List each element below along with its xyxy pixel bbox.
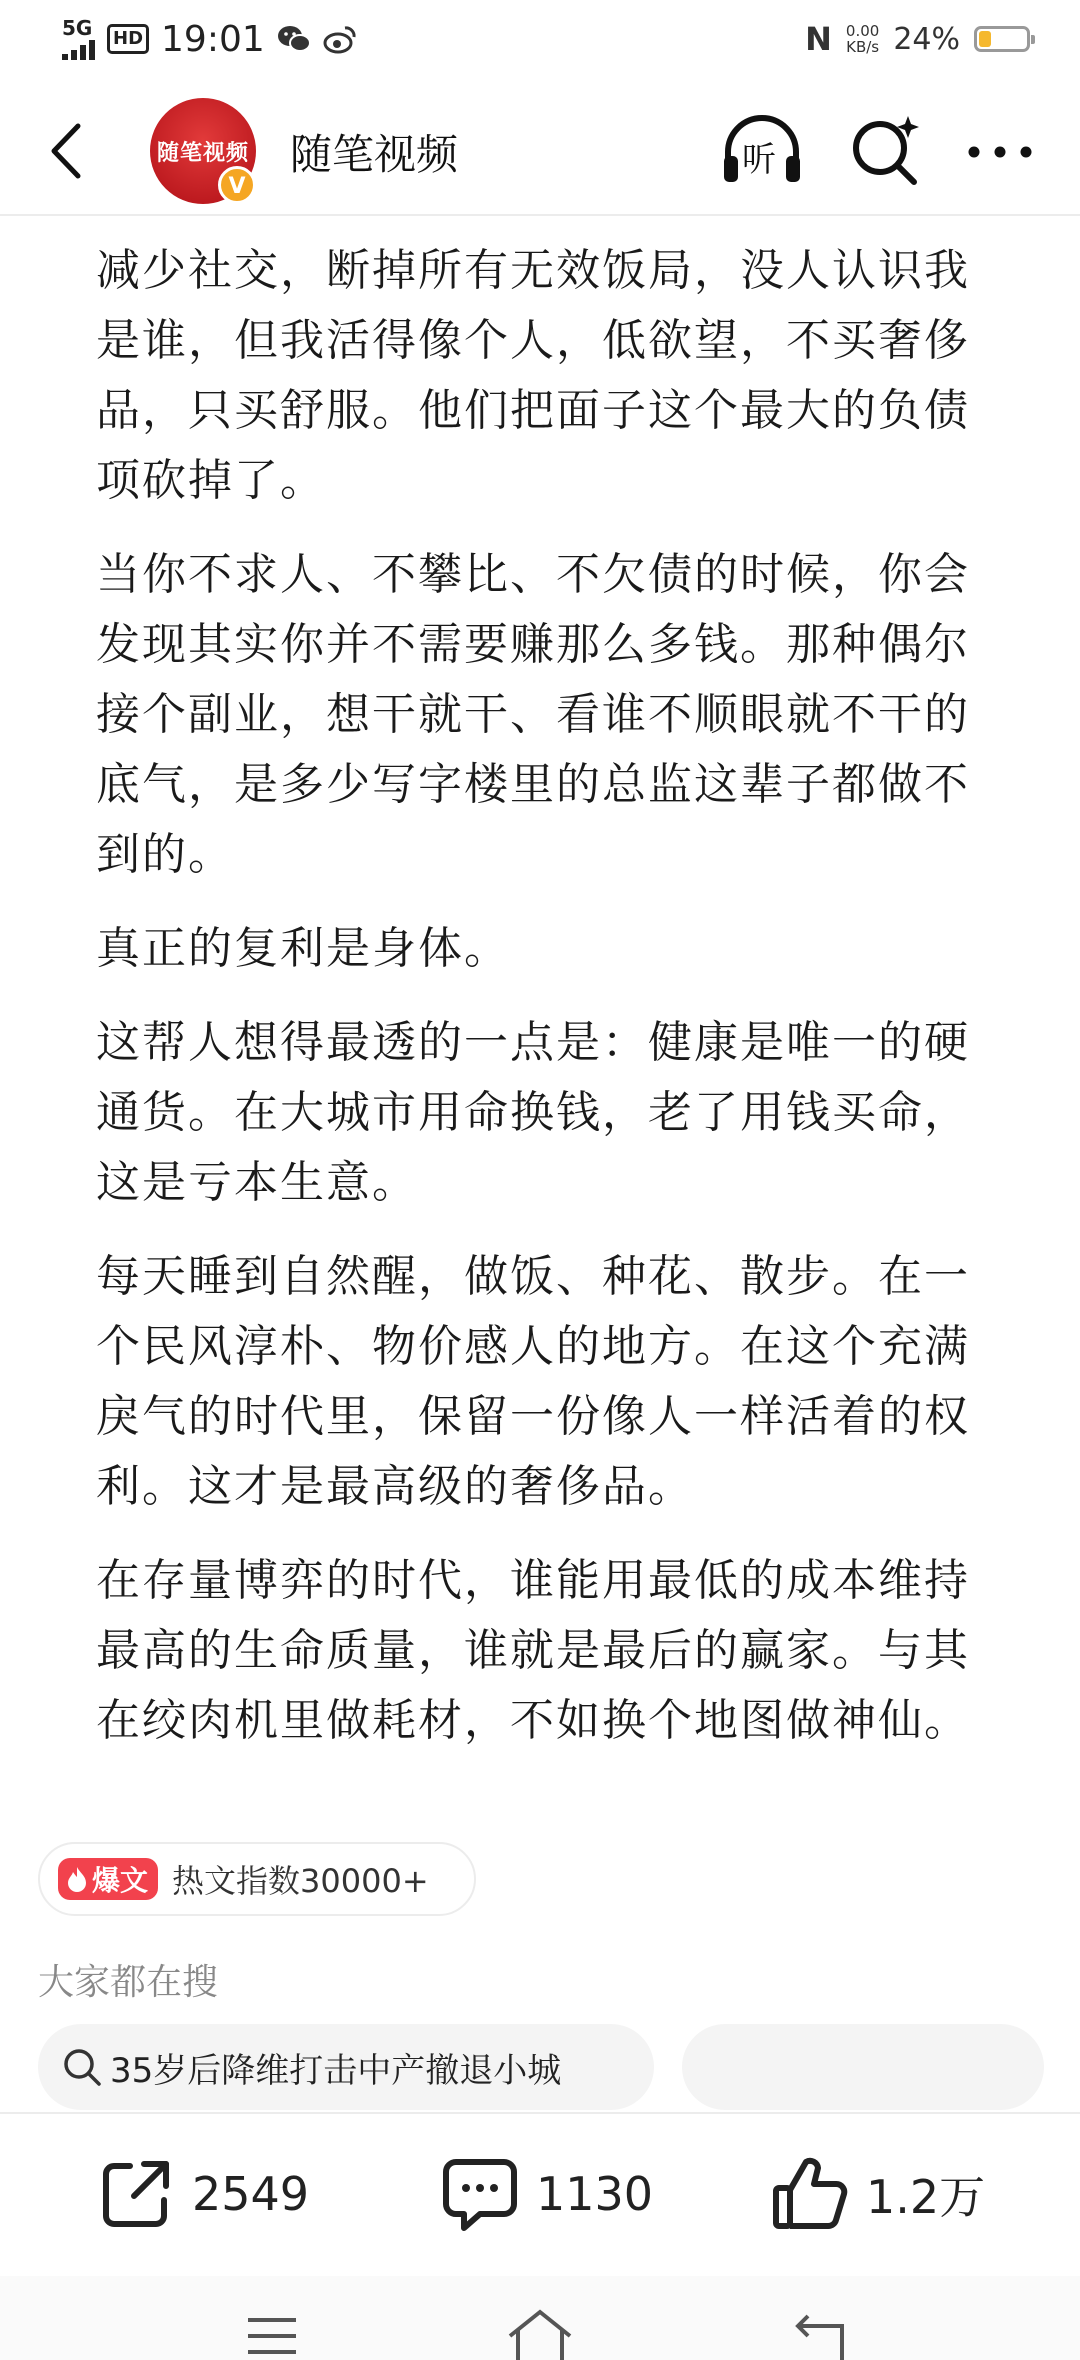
- article-paragraph: 每天睡到自然醒，做饭、种花、散步。在一个民风淳朴、物价感人的地方。在这个充满戾气的时代里，保留一份像人一样活着的权利。这才是最高级的奢侈品。: [96, 1251, 970, 1512]
- battery-icon: [974, 26, 1030, 52]
- battery-fill: [979, 31, 991, 47]
- network-type: 5G: [62, 16, 93, 40]
- comment-icon: [440, 2154, 520, 2234]
- thumbs-up-icon: [770, 2154, 850, 2234]
- article-header: [0, 86, 1080, 216]
- signal-icon: [62, 38, 95, 60]
- trending-search-heading: 大家都在搜: [38, 1962, 219, 2003]
- share-icon: [96, 2154, 176, 2234]
- weibo-icon: [323, 24, 357, 54]
- hot-tag-label: 爆文: [92, 1864, 149, 1897]
- network-indicator: [62, 18, 95, 60]
- search-suggestion-text: 35岁后降维打击中产撤退小城: [110, 2050, 562, 2091]
- comment-button[interactable]: [440, 2154, 653, 2234]
- flame-icon: [66, 1866, 88, 1892]
- article-paragraph: 这帮人想得最透的一点是：健康是唯一的硬通货。在大城市用命换钱，老了用钱买命，这是亏本生意。: [96, 1017, 970, 1208]
- share-count: 2549: [192, 2167, 310, 2221]
- like-button[interactable]: [770, 2154, 985, 2234]
- search-suggestion[interactable]: [38, 2024, 654, 2110]
- verified-badge: V: [218, 166, 256, 204]
- status-time: 19:01: [161, 18, 265, 60]
- listen-button[interactable]: [720, 112, 804, 188]
- article-body: [96, 236, 996, 1780]
- hot-index-text: 热文指数30000+: [172, 1862, 429, 1900]
- hd-badge: HD: [107, 24, 149, 54]
- article-paragraph: 当你不求人、不攀比、不欠债的时候，你会发现其实你并不需要赚那么多钱。那种偶尔接个副业，想干就干、看谁不顺眼就不干的底气，是多少写字楼里的总监这辈子都做不到的。: [96, 549, 970, 880]
- menu-icon[interactable]: [244, 2314, 300, 2360]
- channel-name[interactable]: 随笔视频: [290, 130, 459, 179]
- article-paragraph: 减少社交，断掉所有无效饭局，没人认识我是谁，但我活得像个人，低欲望，不买奢侈品，只买舒服。他们把面子这个最大的负债项砍掉了。: [96, 245, 970, 506]
- listen-label: 听: [742, 140, 776, 180]
- hot-index-badge[interactable]: [38, 1842, 476, 1916]
- hot-tag: [58, 1858, 158, 1900]
- avatar-text: 随笔视频: [156, 140, 249, 166]
- wechat-icon: [277, 24, 311, 54]
- action-bar: [0, 2112, 1080, 2278]
- home-icon[interactable]: [504, 2306, 576, 2360]
- speed-unit: KB/s: [846, 38, 880, 56]
- back-nav-icon[interactable]: [792, 2310, 852, 2360]
- article-paragraph: 真正的复利是身体。: [96, 923, 510, 974]
- more-icon[interactable]: [960, 116, 1040, 186]
- network-speed: [846, 23, 879, 55]
- article-paragraph: 在存量博弈的时代，谁能用最低的成本维持最高的生命质量，谁就是最后的赢家。与其在绞肉机里做耗材，不如换个地图做神仙。: [96, 1555, 970, 1746]
- comment-count: 1130: [536, 2167, 654, 2221]
- share-button[interactable]: [96, 2154, 309, 2234]
- back-icon[interactable]: [38, 116, 98, 186]
- battery-percent: 24%: [893, 21, 960, 57]
- status-bar: [0, 0, 1080, 86]
- search-suggestion-placeholder[interactable]: [682, 2024, 1044, 2110]
- nfc-icon: N: [805, 20, 832, 58]
- ai-search-icon[interactable]: [846, 110, 926, 190]
- speed-value: 0.00: [845, 22, 880, 40]
- system-nav-bar: [0, 2276, 1080, 2360]
- search-icon: [62, 2047, 102, 2087]
- like-count: 1.2万: [866, 2170, 986, 2224]
